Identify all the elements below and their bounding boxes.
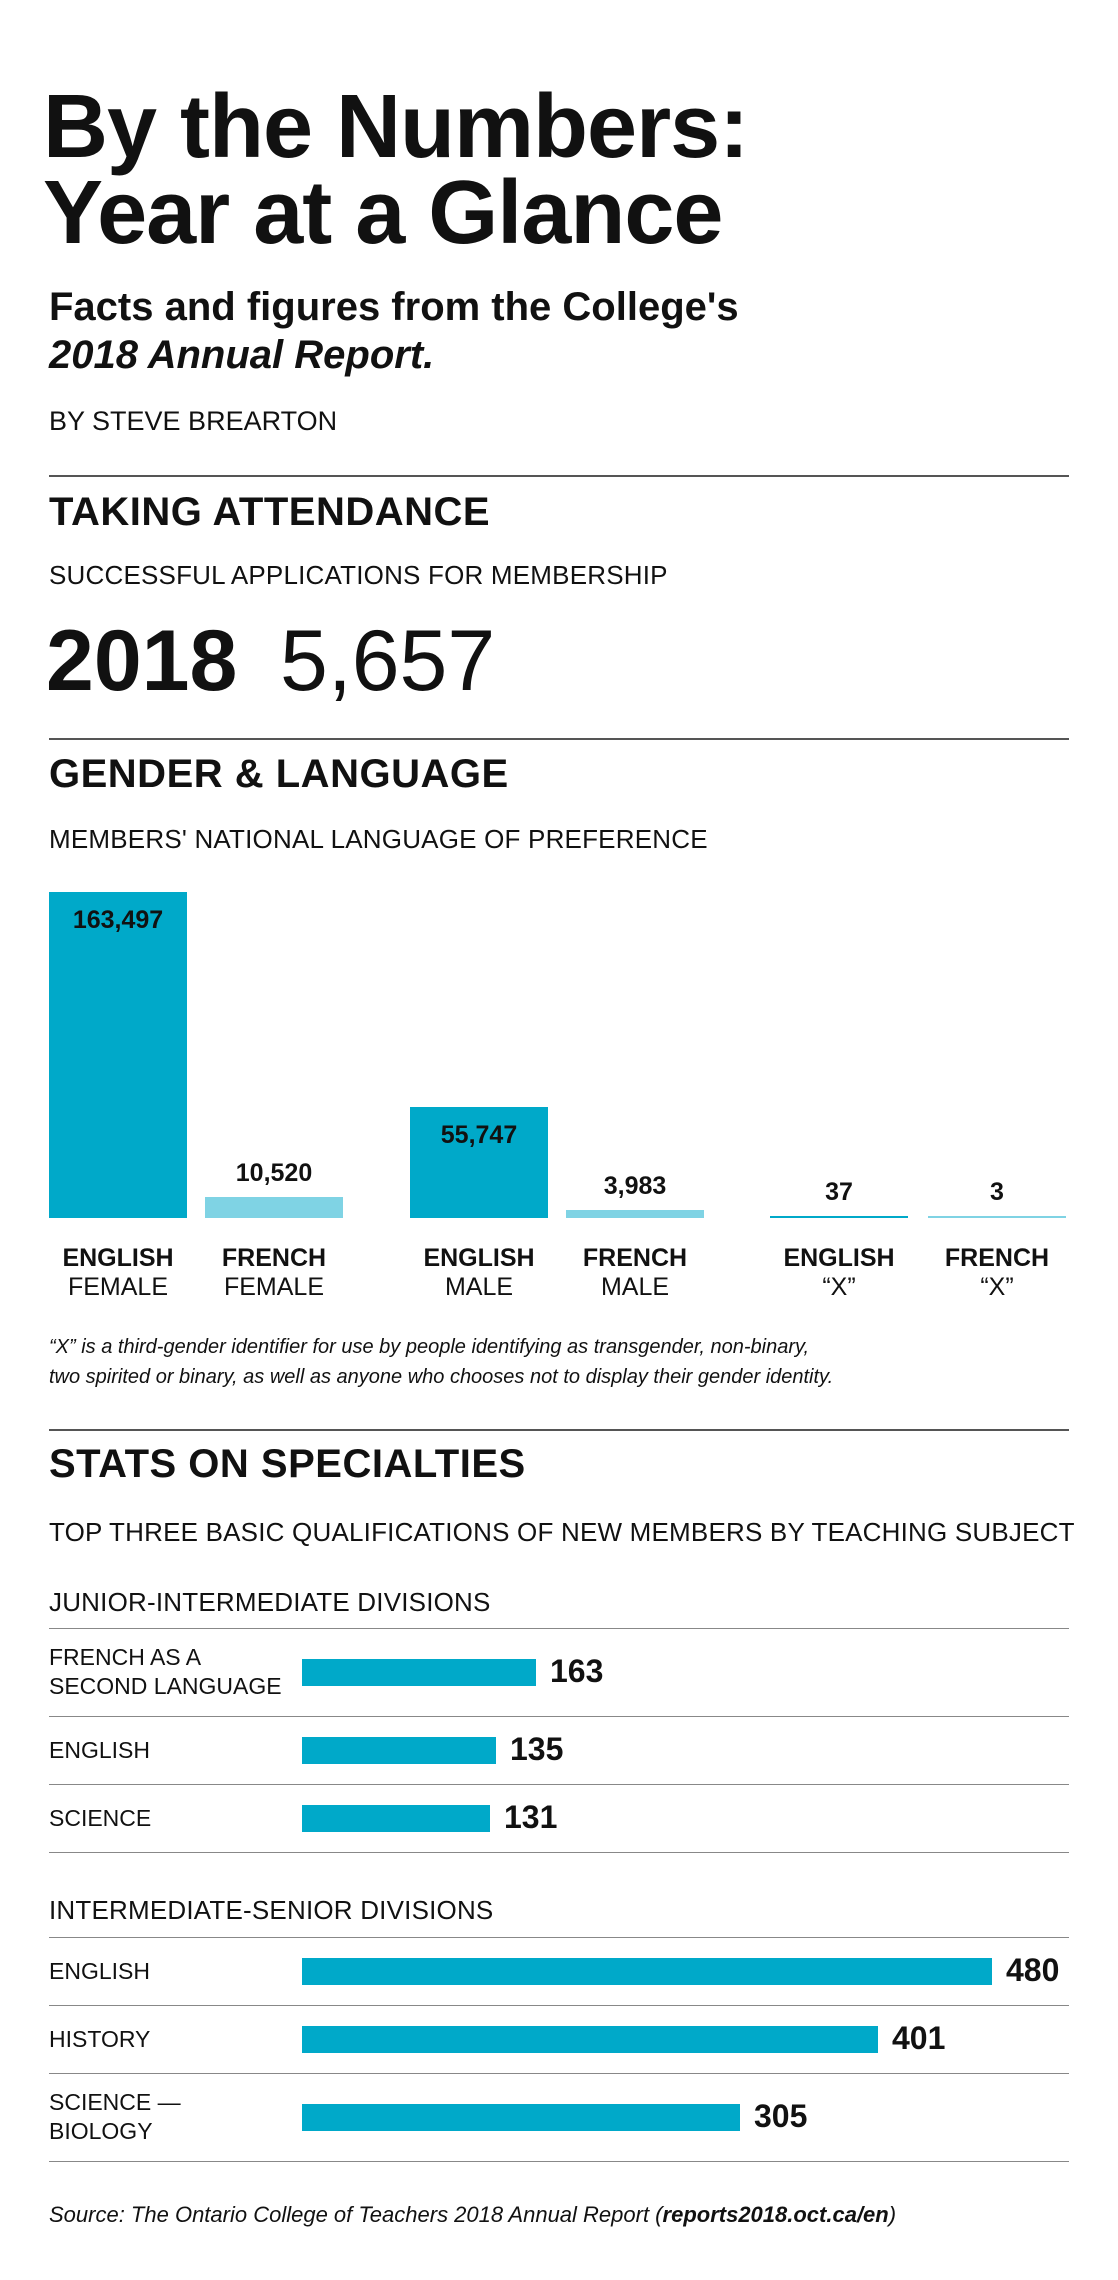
category-label: [49, 1957, 150, 1986]
subtitle-line-2: 2018 Annual Report.: [49, 333, 435, 377]
category-label: [49, 1643, 282, 1701]
page-title-line-1: By the Numbers:: [43, 77, 749, 177]
bar-value-label: 131: [504, 1799, 558, 1835]
bar: [205, 1197, 343, 1218]
bar-value-label: 3: [990, 1178, 1004, 1206]
category-gender: FEMALE: [67, 1273, 169, 1301]
category-language: ENGLISH: [423, 1244, 535, 1272]
specialties-subheading: TOP THREE BASIC QUALIFICATIONS OF NEW MEMBERS BY TEACHING SUBJECT: [49, 1517, 1075, 1547]
attendance-year: 2018: [46, 613, 238, 709]
footnote-line-2: two spirited or binary, as well as anyone who chooses not to display their gender identity.: [49, 1366, 834, 1388]
source-suffix: ): [888, 2202, 897, 2227]
category-label-line: FRENCH AS A: [49, 1644, 202, 1670]
category-language: FRENCH: [221, 1244, 327, 1272]
category-gender: FEMALE: [223, 1273, 325, 1301]
page-title-line-2: Year at a Glance: [43, 163, 723, 263]
bar: [566, 1210, 704, 1218]
row-divider: [49, 2161, 1069, 2162]
bar-value-label: 3,983: [603, 1172, 667, 1200]
attendance-subheading: SUCCESSFUL APPLICATIONS FOR MEMBERSHIP: [49, 560, 668, 590]
group-title-junior: JUNIOR-INTERMEDIATE DIVISIONS: [49, 1587, 491, 1617]
footnote-line-1: “X” is a third-gender identifier for use by people identifying as transgender, non-binary,: [49, 1336, 810, 1358]
divider: [49, 738, 1069, 740]
category-label: [49, 2088, 181, 2146]
bar: [770, 1216, 908, 1218]
attendance-value: 5,657: [280, 613, 496, 709]
section-heading-gender: GENDER & LANGUAGE: [49, 752, 509, 796]
source-prefix: Source: The Ontario College of Teachers 2018 Annual Report (: [49, 2202, 663, 2227]
category-gender: “X”: [822, 1273, 856, 1301]
bar: [302, 1737, 496, 1764]
source-note: [49, 2202, 896, 2228]
category-label-line: ENGLISH: [49, 1736, 150, 1763]
category-gender: MALE: [600, 1273, 670, 1301]
group-title-senior: INTERMEDIATE-SENIOR DIVISIONS: [49, 1895, 494, 1925]
row-divider: [49, 1852, 1069, 1853]
bar: [302, 1958, 992, 1985]
category-gender: MALE: [444, 1273, 514, 1301]
category-label-line: SCIENCE —: [49, 2089, 181, 2115]
source-link: reports2018.oct.ca/en: [662, 2202, 889, 2227]
category-language: ENGLISH: [62, 1244, 174, 1272]
bar: [302, 2026, 878, 2053]
bar-value-label: 10,520: [235, 1159, 313, 1187]
bar: [302, 1659, 536, 1686]
category-language: ENGLISH: [783, 1244, 895, 1272]
category-label-line: BIOLOGY: [49, 2118, 153, 2144]
bar: [302, 2104, 740, 2131]
bar-category-label: [770, 1244, 908, 1302]
section-heading-attendance: TAKING ATTENDANCE: [49, 490, 491, 534]
section-heading-specialties: STATS ON SPECIALTIES: [49, 1442, 526, 1486]
bar-category-label: [49, 1244, 187, 1302]
divider: [49, 475, 1069, 477]
gender-subheading: MEMBERS' NATIONAL LANGUAGE OF PREFERENCE: [49, 824, 708, 854]
bar-value-label: 480: [1006, 1952, 1060, 1988]
category-label-line: ENGLISH: [49, 1957, 150, 1984]
bar-value-label: 55,747: [440, 1121, 518, 1149]
category-label: [49, 1736, 150, 1765]
category-label: [49, 2025, 150, 2054]
row-divider: [49, 1937, 1069, 1938]
bar-value-label: 163: [550, 1653, 604, 1689]
byline: BY STEVE BREARTON: [49, 406, 338, 436]
row-divider: [49, 2073, 1069, 2074]
bar: [49, 892, 187, 1218]
bar-value-label: 401: [892, 2020, 946, 2056]
bar-category-label: [928, 1244, 1066, 1302]
row-divider: [49, 1716, 1069, 1717]
bar: [928, 1216, 1066, 1218]
category-label-line: HISTORY: [49, 2025, 151, 2052]
category-language: FRENCH: [944, 1244, 1050, 1272]
bar-category-label: [205, 1244, 343, 1302]
category-language: FRENCH: [582, 1244, 688, 1272]
bar-value-label: 135: [510, 1731, 564, 1767]
bar-value-label: 305: [754, 2098, 808, 2134]
bar-value-label: 163,497: [72, 906, 164, 934]
row-divider: [49, 1784, 1069, 1785]
category-label: [49, 1804, 151, 1833]
category-label-line: SCIENCE: [49, 1804, 152, 1831]
category-label-line: SECOND LANGUAGE: [49, 1673, 282, 1699]
bar-value-label: 37: [825, 1178, 853, 1206]
category-gender: “X”: [980, 1273, 1014, 1301]
bar-category-label: [566, 1244, 704, 1302]
divider: [49, 1429, 1069, 1431]
bar: [302, 1805, 490, 1832]
bar-category-label: [410, 1244, 548, 1302]
subtitle-line-1: Facts and figures from the College's: [49, 285, 739, 329]
row-divider: [49, 1628, 1069, 1629]
row-divider: [49, 2005, 1069, 2006]
